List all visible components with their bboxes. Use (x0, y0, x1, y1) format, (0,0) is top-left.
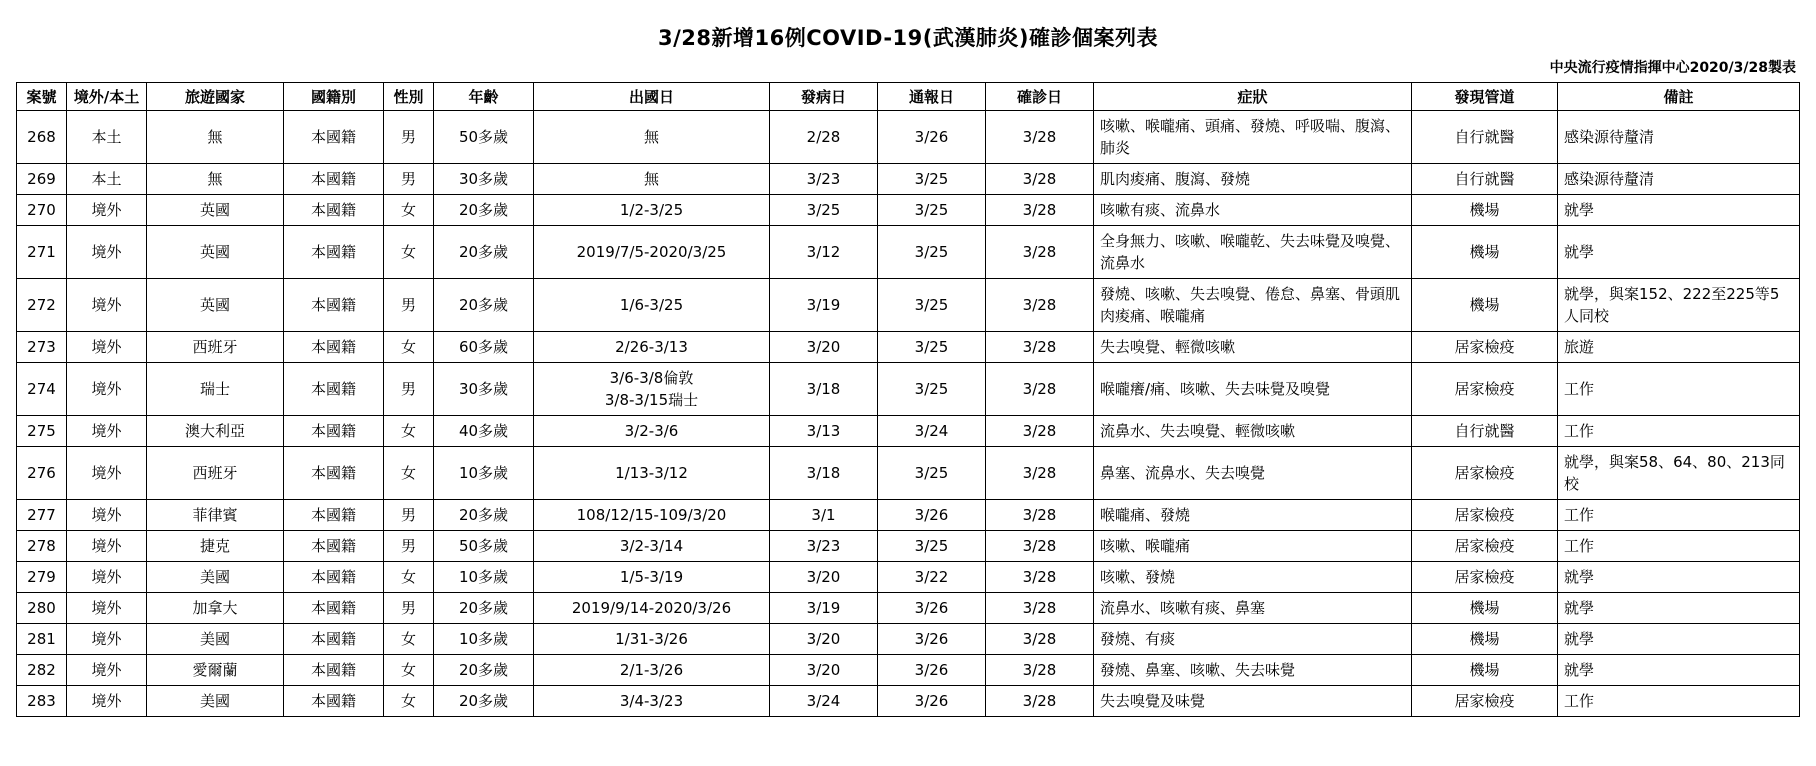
cell-note: 感染源待釐清 (1558, 111, 1800, 164)
cell-nationality: 本國籍 (284, 562, 384, 593)
cell-departure: 2019/9/14-2020/3/26 (534, 593, 770, 624)
table-row (17, 111, 1800, 164)
cell-channel: 自行就醫 (1412, 416, 1558, 447)
cell-nationality: 本國籍 (284, 164, 384, 195)
cell-sex: 女 (384, 562, 434, 593)
table-row (17, 531, 1800, 562)
cell-travel-country: 英國 (147, 279, 284, 332)
cell-onset: 3/19 (770, 593, 878, 624)
cell-travel-country: 英國 (147, 195, 284, 226)
cell-note: 就學 (1558, 226, 1800, 279)
cell-departure: 1/13-3/12 (534, 447, 770, 500)
cell-onset: 3/18 (770, 363, 878, 416)
col-header-sex: 性別 (384, 83, 434, 111)
cell-nationality: 本國籍 (284, 500, 384, 531)
cell-nationality: 本國籍 (284, 593, 384, 624)
cell-sex: 女 (384, 195, 434, 226)
cell-note: 就學 (1558, 655, 1800, 686)
cell-note: 感染源待釐清 (1558, 164, 1800, 195)
cell-note: 就學 (1558, 593, 1800, 624)
cell-case-id: 283 (17, 686, 67, 717)
cell-symptoms: 流鼻水、失去嗅覺、輕微咳嗽 (1094, 416, 1412, 447)
cell-report: 3/25 (878, 447, 986, 500)
cell-sex: 女 (384, 332, 434, 363)
cell-nationality: 本國籍 (284, 279, 384, 332)
cell-nationality: 本國籍 (284, 416, 384, 447)
cell-symptoms: 流鼻水、咳嗽有痰、鼻塞 (1094, 593, 1412, 624)
cell-sex: 女 (384, 686, 434, 717)
cell-nationality: 本國籍 (284, 686, 384, 717)
col-header-note: 備註 (1558, 83, 1800, 111)
cell-report: 3/25 (878, 363, 986, 416)
cell-sex: 男 (384, 111, 434, 164)
cell-case-id: 272 (17, 279, 67, 332)
cell-departure: 3/4-3/23 (534, 686, 770, 717)
table-row (17, 164, 1800, 195)
cell-onset: 3/18 (770, 447, 878, 500)
cell-onset: 3/1 (770, 500, 878, 531)
cell-note: 工作 (1558, 531, 1800, 562)
cell-confirm: 3/28 (986, 562, 1094, 593)
cell-channel: 機場 (1412, 195, 1558, 226)
cell-sex: 女 (384, 655, 434, 686)
cell-channel: 機場 (1412, 593, 1558, 624)
cell-report: 3/26 (878, 500, 986, 531)
cell-nationality: 本國籍 (284, 111, 384, 164)
cell-case-id: 277 (17, 500, 67, 531)
col-header-confirm: 確診日 (986, 83, 1094, 111)
table-row (17, 686, 1800, 717)
cell-symptoms: 發燒、有痰 (1094, 624, 1412, 655)
case-table (16, 82, 1800, 717)
cell-onset: 2/28 (770, 111, 878, 164)
cell-note: 就學 (1558, 624, 1800, 655)
cell-travel-country: 無 (147, 164, 284, 195)
cell-departure: 1/31-3/26 (534, 624, 770, 655)
cell-age: 20多歲 (434, 500, 534, 531)
cell-report: 3/26 (878, 624, 986, 655)
cell-onset: 3/20 (770, 562, 878, 593)
cell-case-id: 282 (17, 655, 67, 686)
cell-age: 20多歲 (434, 686, 534, 717)
cell-case-id: 275 (17, 416, 67, 447)
cell-travel-country: 西班牙 (147, 447, 284, 500)
cell-confirm: 3/28 (986, 624, 1094, 655)
cell-channel: 機場 (1412, 279, 1558, 332)
cell-confirm: 3/28 (986, 500, 1094, 531)
cell-origin: 本土 (67, 164, 147, 195)
cell-onset: 3/23 (770, 531, 878, 562)
cell-sex: 女 (384, 226, 434, 279)
cell-case-id: 280 (17, 593, 67, 624)
cell-note: 就學，與案58、64、80、213同校 (1558, 447, 1800, 500)
departure-line: 3/8-3/15瑞士 (604, 391, 699, 409)
table-row (17, 332, 1800, 363)
table-row (17, 500, 1800, 531)
cell-channel: 機場 (1412, 624, 1558, 655)
cell-travel-country: 菲律賓 (147, 500, 284, 531)
cell-departure: 2019/7/5-2020/3/25 (534, 226, 770, 279)
cell-origin: 境外 (67, 500, 147, 531)
cell-symptoms: 全身無力、咳嗽、喉嚨乾、失去味覺及嗅覺、流鼻水 (1094, 226, 1412, 279)
cell-case-id: 270 (17, 195, 67, 226)
cell-symptoms: 咳嗽、喉嚨痛 (1094, 531, 1412, 562)
cell-nationality: 本國籍 (284, 332, 384, 363)
cell-channel: 居家檢疫 (1412, 686, 1558, 717)
table-row (17, 195, 1800, 226)
cell-channel: 自行就醫 (1412, 164, 1558, 195)
cell-symptoms: 咳嗽、喉嚨痛、頭痛、發燒、呼吸喘、腹瀉、肺炎 (1094, 111, 1412, 164)
cell-departure: 1/2-3/25 (534, 195, 770, 226)
cell-nationality: 本國籍 (284, 226, 384, 279)
cell-channel: 居家檢疫 (1412, 363, 1558, 416)
col-header-travel-country: 旅遊國家 (147, 83, 284, 111)
cell-onset: 3/19 (770, 279, 878, 332)
cell-age: 20多歲 (434, 226, 534, 279)
table-row (17, 363, 1800, 416)
cell-origin: 境外 (67, 226, 147, 279)
cell-symptoms: 肌肉痠痛、腹瀉、發燒 (1094, 164, 1412, 195)
cell-symptoms: 發燒、鼻塞、咳嗽、失去味覺 (1094, 655, 1412, 686)
cell-age: 20多歲 (434, 195, 534, 226)
cell-travel-country: 美國 (147, 562, 284, 593)
col-header-onset: 發病日 (770, 83, 878, 111)
cell-age: 30多歲 (434, 363, 534, 416)
cell-channel: 機場 (1412, 655, 1558, 686)
cell-age: 10多歲 (434, 562, 534, 593)
cell-origin: 境外 (67, 655, 147, 686)
col-header-case-id: 案號 (17, 83, 67, 111)
table-row (17, 447, 1800, 500)
cell-sex: 男 (384, 279, 434, 332)
cell-confirm: 3/28 (986, 593, 1094, 624)
cell-case-id: 269 (17, 164, 67, 195)
cell-confirm: 3/28 (986, 332, 1094, 363)
cell-nationality: 本國籍 (284, 195, 384, 226)
cell-confirm: 3/28 (986, 164, 1094, 195)
cell-travel-country: 西班牙 (147, 332, 284, 363)
cell-channel: 居家檢疫 (1412, 531, 1558, 562)
page-title: 3/28新增16例COVID-19(武漢肺炎)確診個案列表 (658, 26, 1158, 50)
table-row (17, 226, 1800, 279)
cell-origin: 境外 (67, 332, 147, 363)
cell-report: 3/25 (878, 332, 986, 363)
cell-onset: 3/23 (770, 164, 878, 195)
cell-sex: 男 (384, 500, 434, 531)
cell-origin: 境外 (67, 562, 147, 593)
cell-travel-country: 無 (147, 111, 284, 164)
cell-travel-country: 澳大利亞 (147, 416, 284, 447)
cell-sex: 男 (384, 363, 434, 416)
cell-report: 3/25 (878, 226, 986, 279)
cell-age: 50多歲 (434, 531, 534, 562)
cell-channel: 居家檢疫 (1412, 447, 1558, 500)
cell-onset: 3/13 (770, 416, 878, 447)
cell-case-id: 279 (17, 562, 67, 593)
cell-departure: 108/12/15-109/3/20 (534, 500, 770, 531)
cell-travel-country: 愛爾蘭 (147, 655, 284, 686)
cell-travel-country: 美國 (147, 624, 284, 655)
cell-age: 60多歲 (434, 332, 534, 363)
cell-report: 3/22 (878, 562, 986, 593)
cell-departure: 1/6-3/25 (534, 279, 770, 332)
cell-travel-country: 瑞士 (147, 363, 284, 416)
cell-report: 3/25 (878, 164, 986, 195)
cell-report: 3/26 (878, 686, 986, 717)
departure-line: 3/6-3/8倫敦 (609, 369, 694, 387)
cell-note: 就學 (1558, 562, 1800, 593)
col-header-origin: 境外/本土 (67, 83, 147, 111)
cell-origin: 境外 (67, 624, 147, 655)
cell-sex: 女 (384, 416, 434, 447)
cell-origin: 本土 (67, 111, 147, 164)
table-row (17, 279, 1800, 332)
cell-origin: 境外 (67, 195, 147, 226)
cell-departure: 1/5-3/19 (534, 562, 770, 593)
cell-confirm: 3/28 (986, 686, 1094, 717)
cell-onset: 3/12 (770, 226, 878, 279)
cell-case-id: 276 (17, 447, 67, 500)
cell-sex: 女 (384, 624, 434, 655)
cell-symptoms: 喉嚨痛、發燒 (1094, 500, 1412, 531)
cell-onset: 3/20 (770, 624, 878, 655)
cell-confirm: 3/28 (986, 226, 1094, 279)
cell-symptoms: 鼻塞、流鼻水、失去嗅覺 (1094, 447, 1412, 500)
cell-travel-country: 加拿大 (147, 593, 284, 624)
cell-onset: 3/25 (770, 195, 878, 226)
cell-confirm: 3/28 (986, 111, 1094, 164)
cell-origin: 境外 (67, 593, 147, 624)
cell-sex: 男 (384, 531, 434, 562)
cell-departure: 無 (534, 111, 770, 164)
cell-departure: 2/1-3/26 (534, 655, 770, 686)
cell-origin: 境外 (67, 531, 147, 562)
cell-note: 工作 (1558, 500, 1800, 531)
cell-sex: 男 (384, 164, 434, 195)
cell-report: 3/26 (878, 593, 986, 624)
cell-confirm: 3/28 (986, 416, 1094, 447)
cell-symptoms: 咳嗽有痰、流鼻水 (1094, 195, 1412, 226)
cell-age: 50多歲 (434, 111, 534, 164)
cell-symptoms: 失去嗅覺、輕微咳嗽 (1094, 332, 1412, 363)
cell-case-id: 278 (17, 531, 67, 562)
source-note: 中央流行疫情指揮中心2020/3/28製表 (1549, 60, 1796, 76)
cell-nationality: 本國籍 (284, 655, 384, 686)
cell-sex: 男 (384, 593, 434, 624)
cell-travel-country: 英國 (147, 226, 284, 279)
cell-age: 10多歲 (434, 624, 534, 655)
cell-age: 40多歲 (434, 416, 534, 447)
col-header-nationality: 國籍別 (284, 83, 384, 111)
cell-origin: 境外 (67, 279, 147, 332)
cell-origin: 境外 (67, 686, 147, 717)
cell-case-id: 281 (17, 624, 67, 655)
cell-onset: 3/20 (770, 655, 878, 686)
table-row (17, 562, 1800, 593)
cell-note: 工作 (1558, 686, 1800, 717)
col-header-departure: 出國日 (534, 83, 770, 111)
cell-confirm: 3/28 (986, 363, 1094, 416)
table-row (17, 655, 1800, 686)
cell-age: 20多歲 (434, 279, 534, 332)
cell-age: 30多歲 (434, 164, 534, 195)
table-header-row (17, 83, 1800, 111)
cell-symptoms: 咳嗽、發燒 (1094, 562, 1412, 593)
cell-report: 3/25 (878, 279, 986, 332)
cell-report: 3/26 (878, 111, 986, 164)
cell-note: 就學 (1558, 195, 1800, 226)
cell-report: 3/24 (878, 416, 986, 447)
cell-departure (534, 363, 770, 416)
cell-confirm: 3/28 (986, 447, 1094, 500)
cell-age: 20多歲 (434, 593, 534, 624)
cell-report: 3/25 (878, 531, 986, 562)
cell-note: 就學，與案152、222至225等5人同校 (1558, 279, 1800, 332)
cell-departure: 3/2-3/6 (534, 416, 770, 447)
table-row (17, 416, 1800, 447)
cell-onset: 3/24 (770, 686, 878, 717)
cell-note: 旅遊 (1558, 332, 1800, 363)
cell-note: 工作 (1558, 416, 1800, 447)
cell-confirm: 3/28 (986, 195, 1094, 226)
cell-departure: 3/2-3/14 (534, 531, 770, 562)
col-header-age: 年齡 (434, 83, 534, 111)
cell-symptoms: 失去嗅覺及味覺 (1094, 686, 1412, 717)
cell-sex: 女 (384, 447, 434, 500)
table-row (17, 624, 1800, 655)
col-header-channel: 發現管道 (1412, 83, 1558, 111)
cell-case-id: 274 (17, 363, 67, 416)
cell-travel-country: 捷克 (147, 531, 284, 562)
cell-confirm: 3/28 (986, 655, 1094, 686)
cell-age: 10多歲 (434, 447, 534, 500)
cell-channel: 居家檢疫 (1412, 332, 1558, 363)
cell-report: 3/26 (878, 655, 986, 686)
cell-symptoms: 喉嚨癢/痛、咳嗽、失去味覺及嗅覺 (1094, 363, 1412, 416)
cell-age: 20多歲 (434, 655, 534, 686)
cell-origin: 境外 (67, 416, 147, 447)
cell-case-id: 271 (17, 226, 67, 279)
cell-departure: 無 (534, 164, 770, 195)
cell-confirm: 3/28 (986, 531, 1094, 562)
cell-note: 工作 (1558, 363, 1800, 416)
table-row (17, 593, 1800, 624)
cell-case-id: 268 (17, 111, 67, 164)
cell-travel-country: 美國 (147, 686, 284, 717)
col-header-report: 通報日 (878, 83, 986, 111)
cell-channel: 機場 (1412, 226, 1558, 279)
cell-nationality: 本國籍 (284, 447, 384, 500)
cell-onset: 3/20 (770, 332, 878, 363)
cell-report: 3/25 (878, 195, 986, 226)
cell-channel: 居家檢疫 (1412, 500, 1558, 531)
cell-channel: 居家檢疫 (1412, 562, 1558, 593)
cell-nationality: 本國籍 (284, 624, 384, 655)
cell-departure: 2/26-3/13 (534, 332, 770, 363)
cell-channel: 自行就醫 (1412, 111, 1558, 164)
cell-nationality: 本國籍 (284, 531, 384, 562)
cell-case-id: 273 (17, 332, 67, 363)
cell-origin: 境外 (67, 447, 147, 500)
cell-origin: 境外 (67, 363, 147, 416)
cell-confirm: 3/28 (986, 279, 1094, 332)
cell-symptoms: 發燒、咳嗽、失去嗅覺、倦怠、鼻塞、骨頭肌肉痠痛、喉嚨痛 (1094, 279, 1412, 332)
cell-nationality: 本國籍 (284, 363, 384, 416)
col-header-symptoms: 症狀 (1094, 83, 1412, 111)
